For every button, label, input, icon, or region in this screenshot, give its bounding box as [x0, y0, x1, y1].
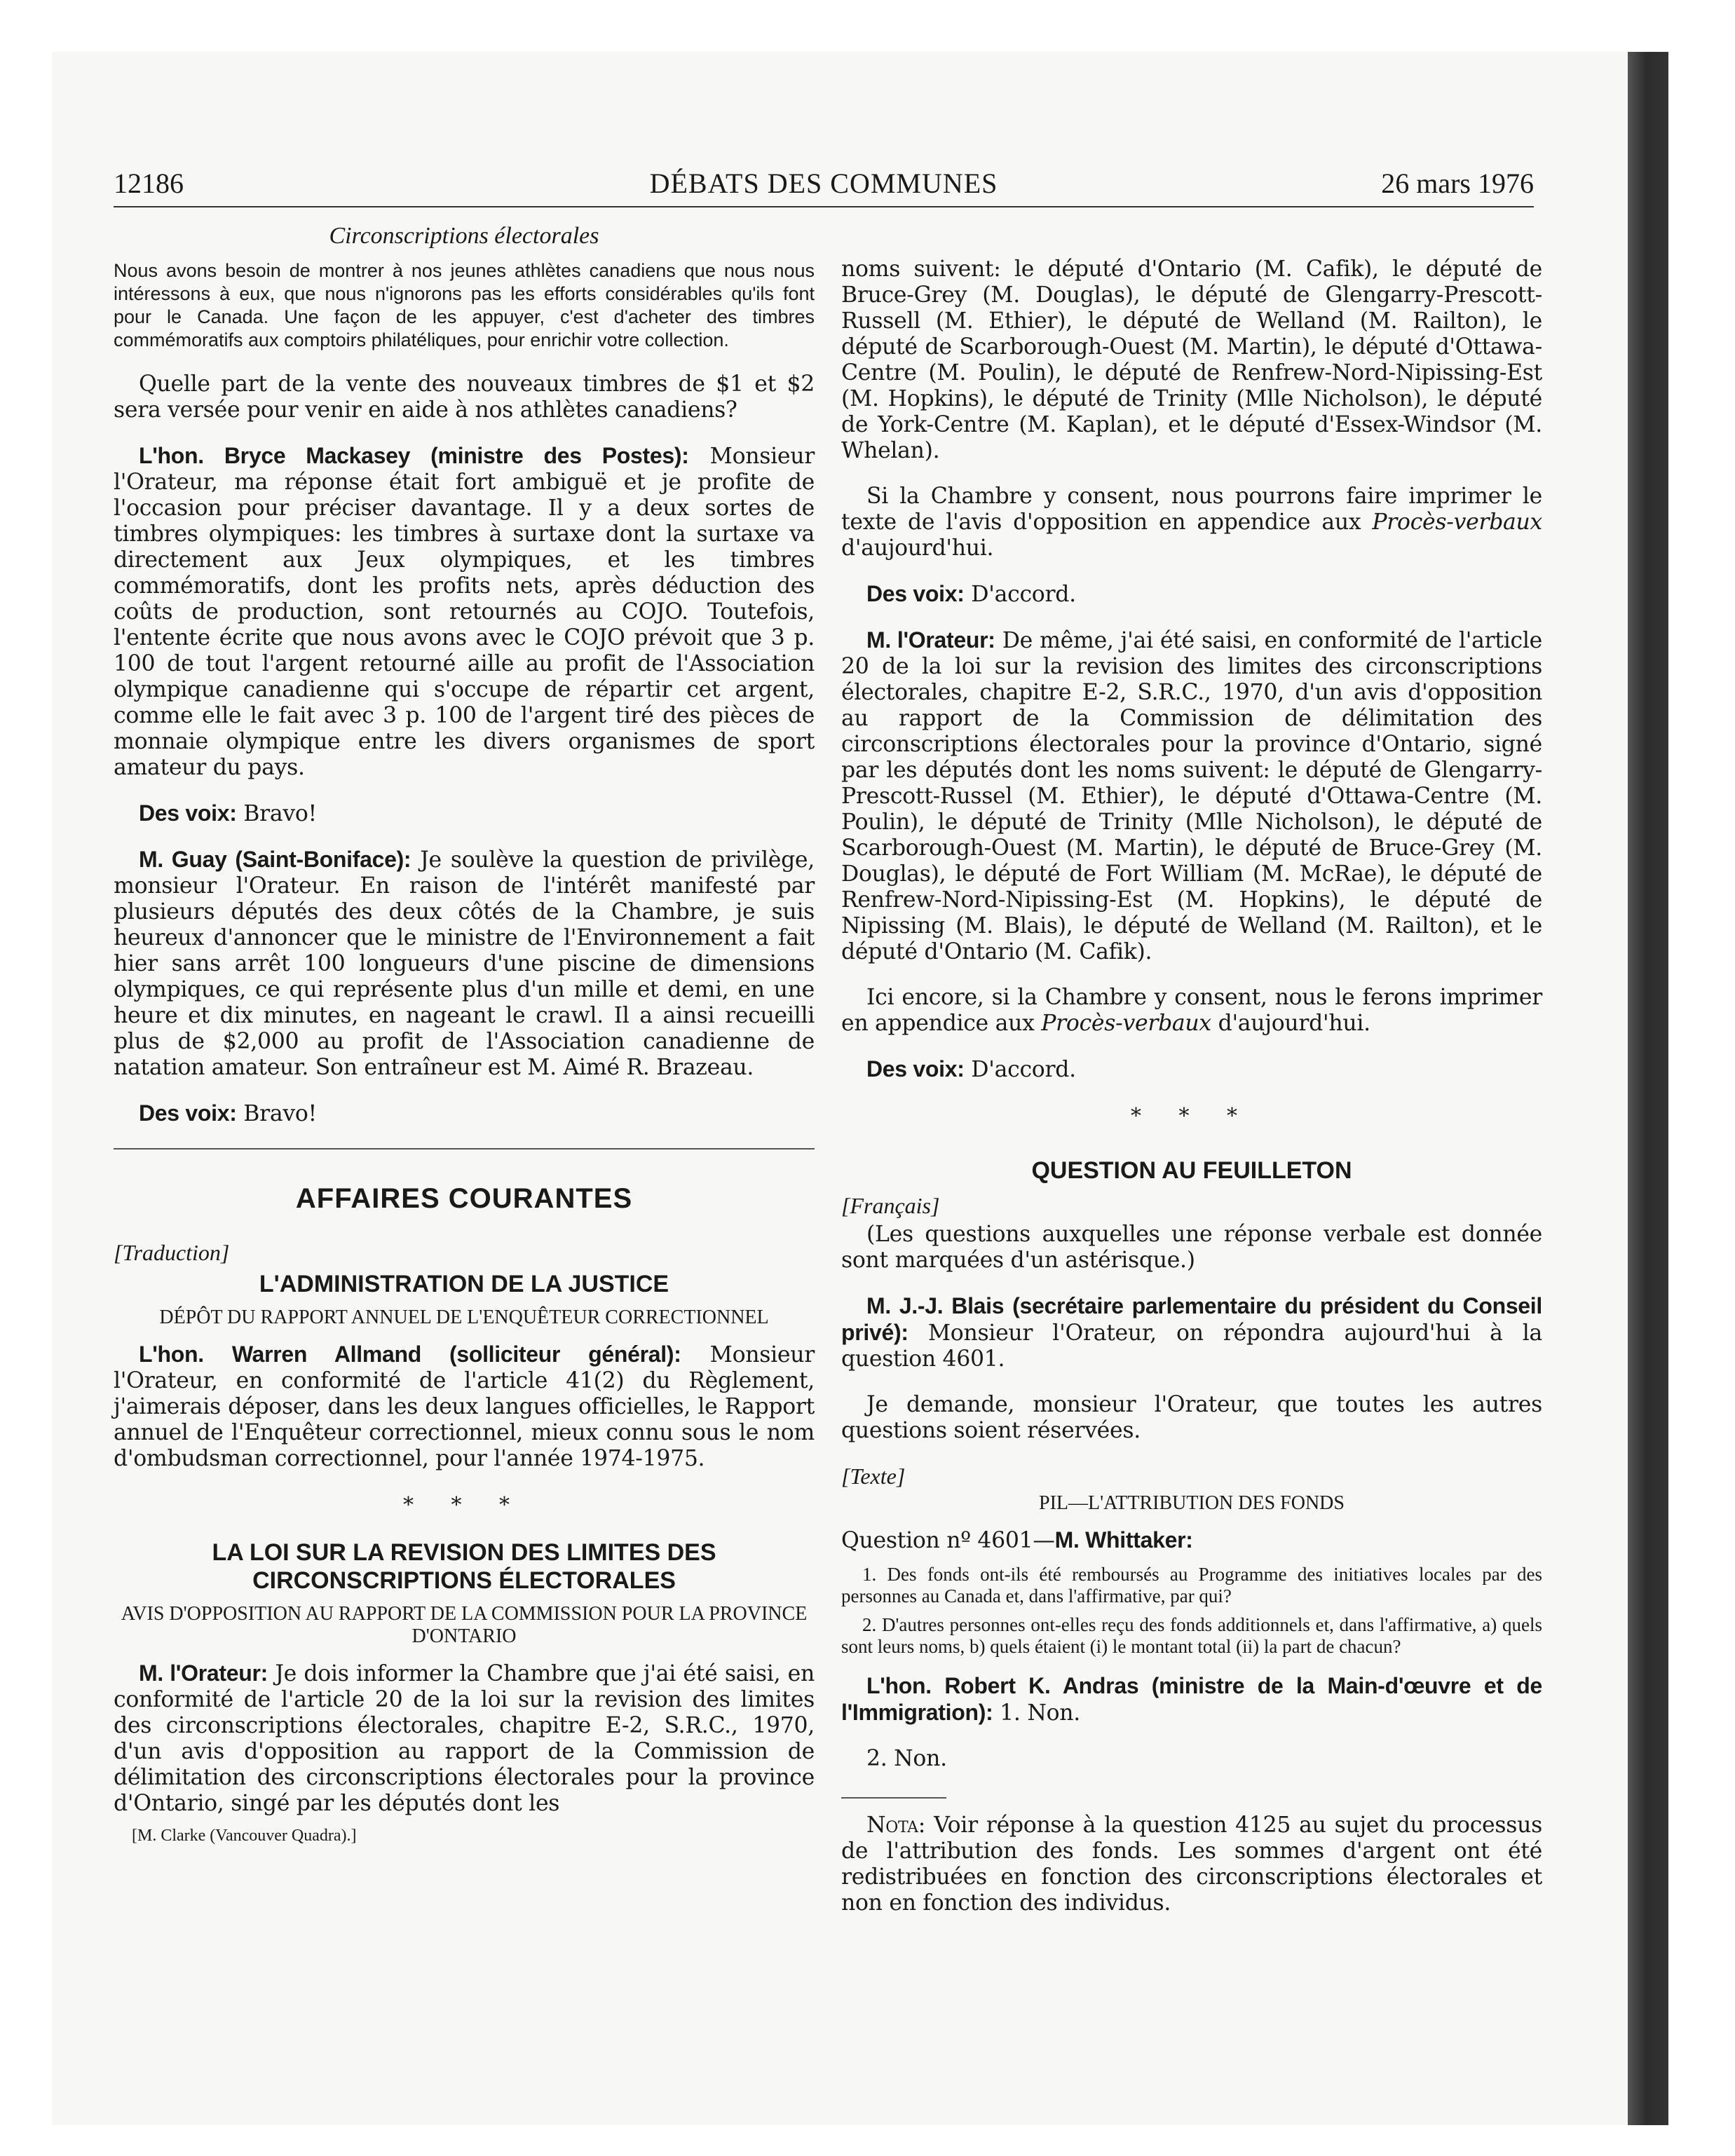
section-separator-stars: * * * [1130, 1104, 1253, 1128]
speech-text: Je dois informer la Chambre que j'ai été saisi, en conformité de l'article 20 de la loi sur la revision des limites des circonscriptions électorales, chapitre E-2, S.R.C., 1970, d'un avis d'opposition au rapport de la Commission de délimitation des circonscriptions électorales pour la province d'Ontario, singé par les députés dont les [114, 1661, 815, 1816]
section-title: QUESTION AU FEUILLETON [1031, 1157, 1352, 1184]
paragraph [841, 1673, 1542, 1726]
paragraph [114, 1342, 815, 1472]
subsection-title: LA LOI SUR LA REVISION DES LIMITES DES CIRCONSCRIPTIONS ÉLECTORALES [212, 1539, 716, 1594]
paragraph: Je demande, monsieur l'Orateur, que toutes les autres questions soient réservées. [841, 1392, 1542, 1443]
paragraph [114, 847, 815, 1081]
paragraph [841, 1056, 1542, 1083]
quoted-passage: Nous avons besoin de montrer à nos jeunes athlètes canadiens que nous nous intéressons à eux, que nous n'ignorons pas les efforts considérables qu'ils font pour le Canada. Une façon de les appuyer, c'est d'acheter des timbres commémoratifs aux comptoirs philatéliques, pour enrichir votre collection. [114, 260, 815, 350]
paragraph [841, 581, 1542, 608]
speech-text: Monsieur l'Orateur, ma réponse était fort ambiguë et je profite de l'occasion pour préciser davantage. Il y a deux sortes de timbres olympiques: les timbres à surtaxe dont la surtaxe va directement aux Jeux olympiques, et les timbres commémoratifs, dont les profits nets, après déduction des coûts de production, sont retournés au COJO. Toutefois, l'entente écrite que nous avons avec le COJO prévoit que 3 p. 100 de tout l'argent retourné aille au profit de l'Association olympique canadienne qui s'occupe de répartir cet argent, comme elle le fait avec 3 p. 100 de l'argent tiré des pièces de monnaie olympique entre les divers organismes de sport amateur du pays. [114, 444, 815, 780]
page-number: 12186 [114, 168, 184, 199]
scan-edge-bar [1628, 52, 1668, 2125]
speaker-name: Des voix: [139, 800, 237, 826]
right-column [841, 223, 1542, 1936]
speaker-name: Des voix: [866, 1056, 965, 1082]
page-header [114, 167, 1534, 207]
paragraph [841, 985, 1542, 1037]
running-head: Circonscriptions électorales [329, 223, 599, 249]
question-item: 1. Des fonds ont-ils été remboursés au Programme des initiatives locales par des personnes au Canada et, dans l'affirmative, par qui? [841, 1564, 1542, 1606]
question-item: 2. D'autres personnes ont-elles reçu des fonds additionnels et, dans l'affirmative, a) quels sont leurs noms, b) quels étaient (i) le montant total (ii) la part de chacun? [841, 1614, 1542, 1657]
paragraph-text: Si la Chambre y consent, nous pourrons faire imprimer le texte de l'avis d'opposition en appendice aux [841, 484, 1542, 535]
speaker-name: L'hon. Bryce Mackasey (ministre des Postes): [139, 443, 689, 468]
paragraph [114, 1100, 815, 1127]
question-number: Question nº 4601— [841, 1528, 1055, 1553]
speaker-name: M. J.-J. Blais (secrétaire parlementaire du président du Conseil privé): [841, 1293, 1542, 1345]
paragraph [114, 443, 815, 781]
paragraph-text: Ici encore, si la Chambre y consent, nous le ferons imprimer en appendice aux [841, 985, 1542, 1036]
speech-text: Je soulève la question de privilège, monsieur l'Orateur. En raison de l'intérêt manifesté par plusieurs députés des deux côtés de la Chambre, je suis heureux d'annoncer que le ministre de l'Environnement a fait hier sans arrêt 100 longueurs d'une piscine de dimensions olympiques, ce qui représente plus d'un mille et demi, en une heure et dix minutes, en nageant le crawl. Il a ainsi recueilli plus de $2,000 au profit de l'Association canadienne de natation amateur. Son entraîneur est M. Aimé R. Brazeau. [114, 847, 815, 1080]
paragraph [114, 1660, 815, 1817]
speaker-name: M. l'Orateur: [866, 627, 995, 653]
speech-text: D'accord. [964, 1057, 1076, 1082]
question-heading [841, 1527, 1542, 1554]
question-title: PIL—L'ATTRIBUTION DES FONDS [1039, 1492, 1345, 1514]
paragraph: (Les questions auxquelles une réponse verbale est donnée sont marquées d'un astérisque.) [841, 1222, 1542, 1273]
left-column [114, 223, 815, 1845]
language-marker: [Français] [841, 1193, 940, 1218]
section-divider [114, 1148, 815, 1149]
subsection-subtitle: DÉPÔT DU RAPPORT ANNUEL DE L'ENQUÊTEUR CORRECTIONNEL [159, 1306, 769, 1328]
paragraph: noms suivent: le député d'Ontario (M. Cafik), le député de Bruce-Grey (M. Douglas), le député de Glengarry-Prescott-Russell (M. Ethier), le député de Welland (M. Railton), le député de Scarborough-Ouest (M. Martin), le député d'Ottawa-Centre (M. Poulin), le député de Renfrew-Nord-Nipissing-Est (M. Hopkins), le député de Trinity (Mlle Nicholson), le député de York-Centre (M. Kaplan), et le député d'Essex-Windsor (M. Whelan). [841, 257, 1542, 463]
publication-title: DÉBATS DES COMMUNES [649, 168, 998, 199]
note-text: Voir réponse à la question 4125 au sujet du processus de l'attribution des fonds. Les sommes d'argent ont été redistribuées en fonction des circonscriptions électorales et non en fonction des individus. [841, 1813, 1542, 1916]
paragraph-text: d'aujourd'hui. [1211, 1011, 1370, 1036]
language-marker: [Traduction] [114, 1240, 230, 1265]
paragraph [114, 800, 815, 827]
speaker-name: M. Guay (Saint-Boniface): [139, 847, 411, 872]
note-label: Nota: [866, 1813, 926, 1838]
paragraph [841, 1293, 1542, 1372]
language-marker: [Texte] [841, 1464, 906, 1489]
page-date: 26 mars 1976 [1381, 168, 1534, 199]
speaker-name: L'hon. Warren Allmand (solliciteur général): [139, 1342, 681, 1367]
note-divider [841, 1797, 946, 1799]
note-paragraph [841, 1813, 1542, 1916]
speech-text: De même, j'ai été saisi, en conformité de l'article 20 de la loi sur la revision des limites des circonscriptions électorales, chapitre E-2, S.R.C., 1970, d'un avis d'opposition au rapport de la Commission de délimitation des circonscriptions électorales pour la province d'Ontario, signé par les députés dont les noms suivent: le député de Glengarry-Prescott-Russel (M. Ethier), le député d'Ottawa-Centre (M. Poulin), le député de Trinity (Mlle Nicholson), le député de Scarborough-Ouest (M. Martin), le député de Bruce-Grey (M. Douglas), le député de Fort William (M. McRae), le député de Renfrew-Nord-Nipissing-Est (M. Hopkins), le député de Nipissing (M. Blais), le député de Welland (M. Railton), et le député d'Ontario (M. Cafik). [841, 628, 1542, 964]
speaker-footer-reference: [M. Clarke (Vancouver Quadra).] [132, 1827, 357, 1845]
section-title: AFFAIRES COURANTES [295, 1183, 633, 1214]
subsection-subtitle: AVIS D'OPPOSITION AU RAPPORT DE LA COMMISSION POUR LA PROVINCE D'ONTARIO [121, 1603, 808, 1647]
speaker-name: Des voix: [866, 581, 965, 606]
subsection-title: L'ADMINISTRATION DE LA JUSTICE [259, 1271, 669, 1297]
paragraph: Quelle part de la vente des nouveaux timbres de $1 et $2 sera versée pour venir en aide à nos athlètes canadiens? [114, 371, 815, 423]
speech-text: Monsieur l'Orateur, en conformité de l'article 41(2) du Règlement, j'aimerais déposer, dans les deux langues officielles, le Rapport annuel de l'Enquêteur correctionnel, mieux connu sous le nom d'ombudsman correctionnel, pour l'année 1974-1975. [114, 1342, 815, 1471]
paragraph [841, 484, 1542, 561]
speech-text: Bravo! [236, 1101, 317, 1126]
speech-text: 1. Non. [993, 1700, 1080, 1726]
question-author: M. Whittaker: [1054, 1527, 1193, 1553]
speech-text: Monsieur l'Orateur, on répondra aujourd'hui à la question 4601. [841, 1321, 1542, 1372]
italic-term: Procès-verbaux [1041, 1011, 1211, 1036]
paragraph [841, 627, 1542, 965]
paragraph: 2. Non. [866, 1746, 947, 1771]
paragraph-text: d'aujourd'hui. [841, 535, 994, 561]
speaker-name: M. l'Orateur: [139, 1660, 268, 1686]
section-separator-stars: * * * [402, 1493, 526, 1517]
speaker-name: L'hon. Robert K. Andras (ministre de la Main-d'œuvre et de l'Immigration): [841, 1673, 1542, 1725]
italic-term: Procès-verbaux [1372, 510, 1542, 535]
speaker-name: Des voix: [139, 1100, 237, 1126]
speech-text: Bravo! [236, 801, 317, 826]
speech-text: D'accord. [964, 582, 1076, 607]
